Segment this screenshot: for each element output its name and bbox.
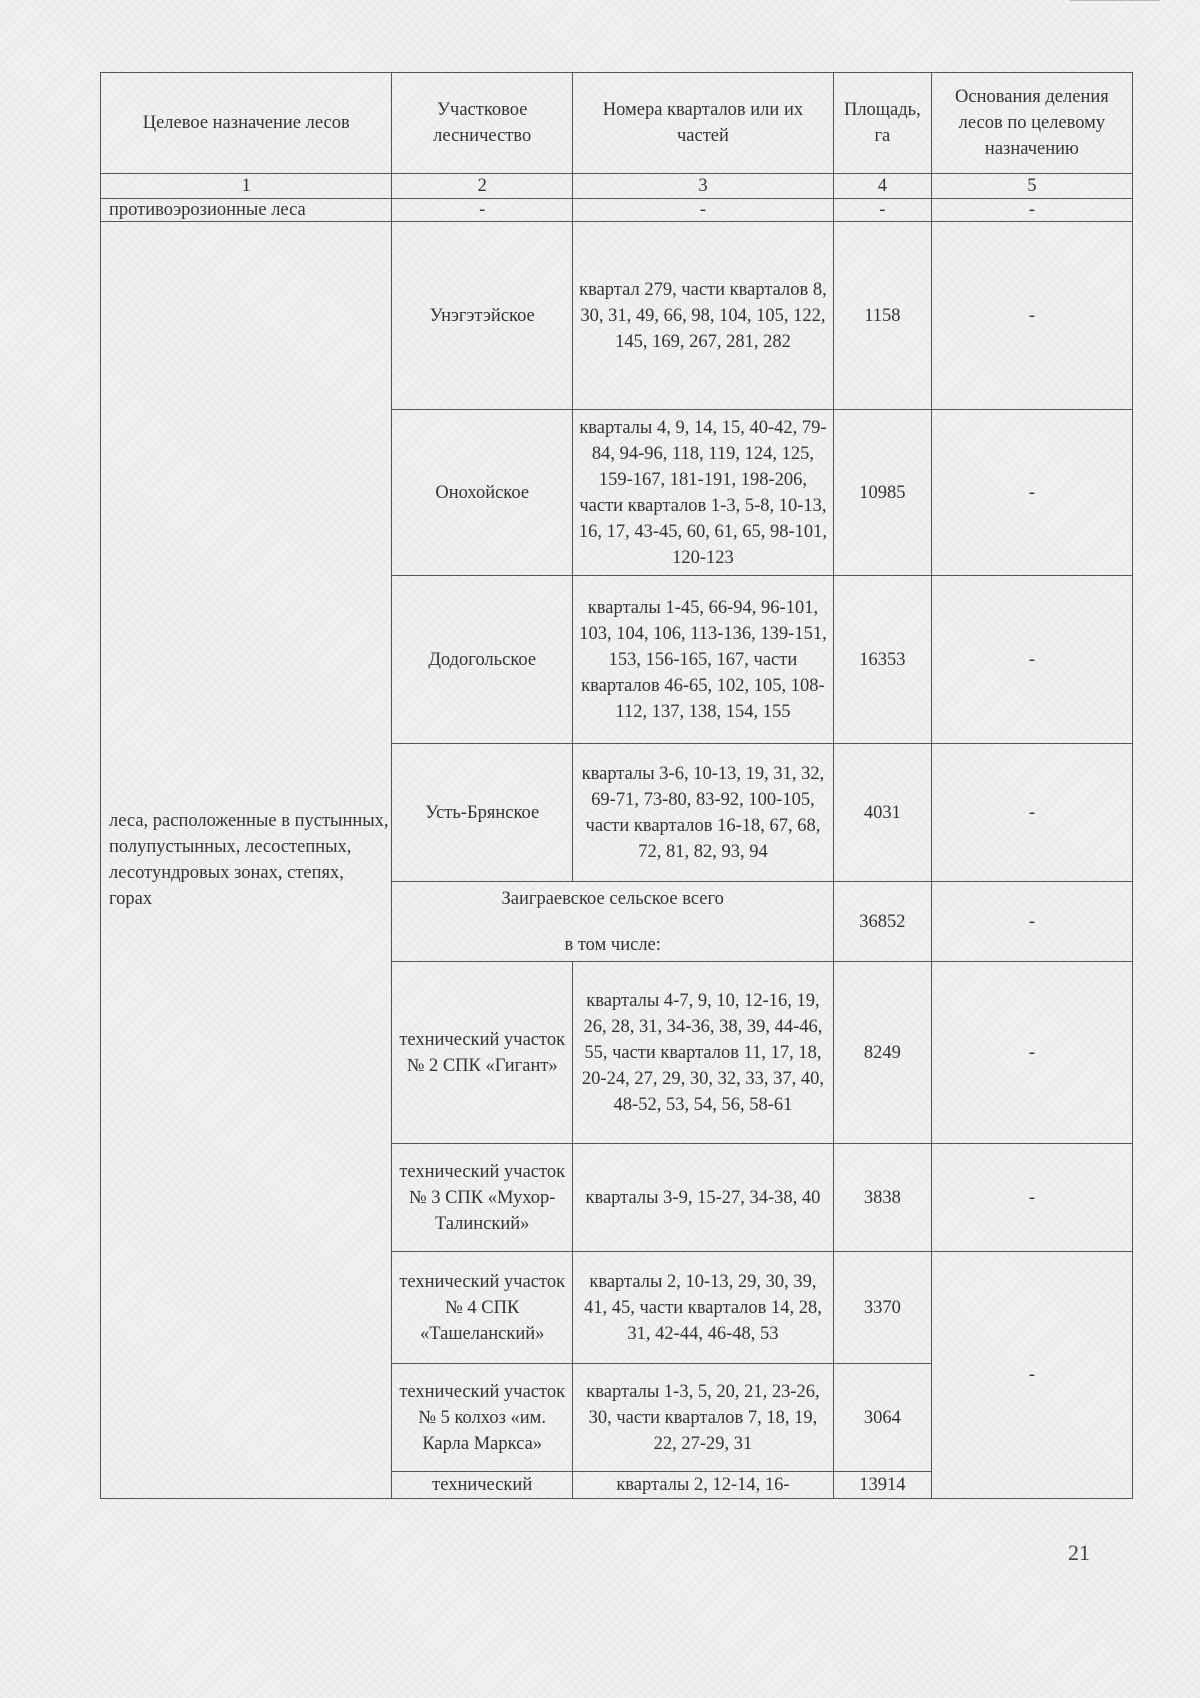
quarters-cell: кварталы 3-9, 15-27, 34-38, 40 [572,1144,833,1252]
quarters-cell: кварталы 2, 10-13, 29, 30, 39, 41, 45, части кварталов 14, 28, 31, 42-44, 46-48, 53 [572,1252,833,1364]
header-row [101,73,1133,174]
quarters-cell: кварталы 3-6, 10-13, 19, 31, 32, 69-71, 73-80, 83-92, 100-105, части кварталов 16-18, 67, 68, 72, 81, 82, 93, 94 [572,744,833,882]
table-row [101,222,1133,410]
col-number: 5 [931,174,1132,199]
col-number: 3 [572,174,833,199]
tech-plot-name: технический участок № 5 колхоз «им. Карла Маркса» [392,1364,573,1472]
basis-cell: - [931,199,1132,222]
page-number: 21 [1068,1540,1090,1565]
quarters-cell: кварталы 4-7, 9, 10, 12-16, 19, 26, 28, 31, 34-36, 38, 39, 44-46, 55, части кварталов 11, 17, 18, 20-24, 27, 29, 30, 32, 33, 37, 40, 48-52, 53, 54, 56, 58-61 [572,962,833,1144]
col-number: 1 [101,174,392,199]
area-cell: 3838 [833,1144,931,1252]
basis-cell: - [931,744,1132,882]
tech-plot-name: технический [392,1472,573,1499]
table-row-antierosion [101,199,1133,222]
forestry-name: Додогольское [392,576,573,744]
quarters-cell: кварталы 1-3, 5, 20, 21, 23-26, 30, части кварталов 7, 18, 19, 22, 27-29, 31 [572,1364,833,1472]
page-edge-line [1070,0,1160,1]
area-cell: 8249 [833,962,931,1144]
forestry-name: Усть-Брянское [392,744,573,882]
basis-cell: - [931,882,1132,962]
area-cell: 3370 [833,1252,931,1364]
basis-cell: - [931,576,1132,744]
forest-purpose-table-wrap [100,72,1133,1499]
quarters-cell: кварталы 2, 12-14, 16- [572,1472,833,1499]
rural-total-subtitle: в том числе: [564,934,661,955]
tech-plot-name: технический участок № 2 СПК «Гигант» [392,962,573,1144]
area-cell: 36852 [833,882,931,962]
column-number-row [101,174,1133,199]
quarters-cell: кварталы 4, 9, 14, 15, 40-42, 79-84, 94-96, 118, 119, 124, 125, 159-167, 181-191, 198-206, части кварталов 1-3, 5-8, 10-13, 16, 17, 43-45, 60, 61, 65, 98-101, 120-123 [572,410,833,576]
forestry-name: Унэгэтэйское [392,222,573,410]
area-cell: 10985 [833,410,931,576]
area-cell: 13914 [833,1472,931,1499]
rural-total-title: Заиграевское сельское всего [501,888,724,909]
purpose-cell: противоэрозионные леса [101,199,392,222]
quarters-cell: квартал 279, части кварталов 8, 30, 31, 49, 66, 98, 104, 105, 122, 145, 169, 267, 281, 282 [572,222,833,410]
header-quarters: Номера кварталов или их частей [572,73,833,174]
header-purpose: Целевое назначение лесов [101,73,392,174]
forestry-name: Онохойское [392,410,573,576]
group-purpose-cell: леса, расположенные в пустынных, полупустынных, лесостепных, лесотундровых зонах, степях, горах [101,222,392,1499]
area-cell: 16353 [833,576,931,744]
quarters-cell: кварталы 1-45, 66-94, 96-101, 103, 104, 106, 113-136, 139-151, 153, 156-165, 167, части кварталов 46-65, 102, 105, 108-112, 137, 138, 154, 155 [572,576,833,744]
rural-total-label [392,882,834,962]
header-forestry: Участковое лесничество [392,73,573,174]
tech-plot-name: технический участок № 3 СПК «Мухор-Талинский» [392,1144,573,1252]
basis-cell: - [931,410,1132,576]
quarters-cell: - [572,199,833,222]
forest-purpose-table [100,72,1133,1499]
area-cell: 1158 [833,222,931,410]
forestry-cell: - [392,199,573,222]
tech-plot-name: технический участок № 4 СПК «Ташеланский» [392,1252,573,1364]
col-number: 4 [833,174,931,199]
col-number: 2 [392,174,573,199]
basis-cell: - [931,1144,1132,1252]
basis-cell: - [931,222,1132,410]
header-basis: Основания деления лесов по целевому назначению [931,73,1132,174]
area-cell: - [833,199,931,222]
merged-basis-cell: - [931,1252,1132,1499]
area-cell: 3064 [833,1364,931,1472]
area-cell: 4031 [833,744,931,882]
header-area: Площадь, га [833,73,931,174]
basis-cell: - [931,962,1132,1144]
